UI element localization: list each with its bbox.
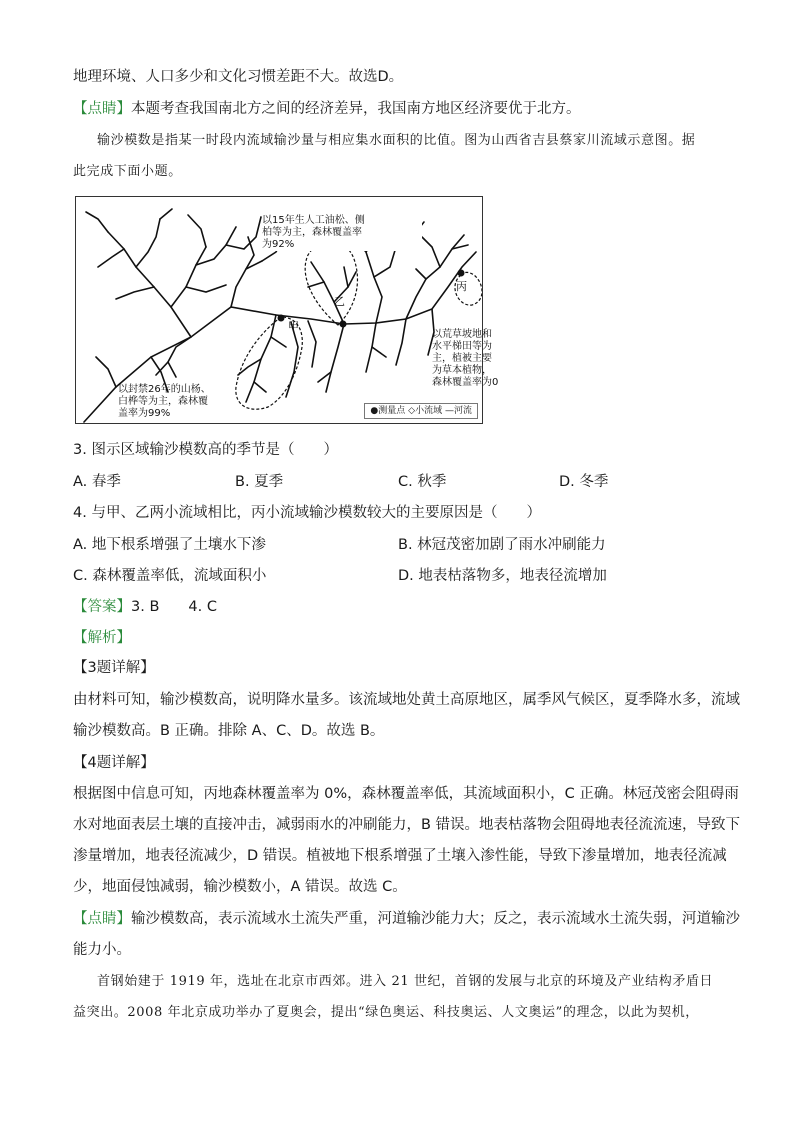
note-jia-line-2: 白桦等为主，森林覆: [118, 396, 208, 407]
note-jia-line-3: 盖率为99%: [118, 408, 171, 419]
q3-option-c: C. 秋季: [398, 474, 447, 490]
q3-option-a: A. 春季: [73, 474, 121, 490]
note-yi-line-1: 以15年生人工油松、侧: [262, 215, 365, 226]
q4-detail-tag: 【4题详解】: [73, 755, 155, 771]
note-bing-line-1: 以荒草坡地和: [432, 329, 492, 340]
q3-detail-tag: 【3题详解】: [73, 660, 155, 676]
analysis-tag: 【解析】: [73, 630, 131, 646]
label-yi: 乙: [334, 295, 345, 308]
q3-option-b: B. 夏季: [235, 474, 284, 490]
intro-line-1: 地理环境、人口多少和文化习惯差距不大。故选D。: [73, 69, 404, 85]
legend-station: 测量点: [378, 406, 406, 416]
label-bing: 丙: [456, 280, 467, 293]
note-yi-line-3: 为92%: [262, 239, 295, 250]
next-passage-line-1: 首钢始建于 1919 年，选址在北京市西郊。进入 21 世纪，首钢的发展与北京的环境及产业结构矛盾日: [97, 974, 714, 989]
q4-option-d: D. 地表枯落物多，地表径流增加: [398, 568, 607, 584]
answer-tag: 【答案】: [73, 599, 131, 615]
map-legend: [364, 403, 478, 419]
label-jia: 甲: [288, 320, 299, 333]
q4-detail-line-4: 少，地面侵蚀减弱，输沙模数小，A 错误。故选 C。: [73, 879, 407, 895]
legend-river: 河流: [453, 406, 472, 416]
q4-stem: 4. 与甲、乙两小流域相比，丙小流域输沙模数较大的主要原因是（ ）: [73, 505, 541, 521]
next-passage-line-2: 益突出。2008 年北京成功举办了夏奥会，提出“绿色奥运、科技奥运、人文奥运”的理念，以此为契机，: [73, 1005, 699, 1020]
small-basin-icon: ◇: [408, 406, 416, 416]
note-bing-line-2: 水平梯田等为: [432, 341, 492, 352]
q3-detail-line-1: 由材料可知，输沙模数高，说明降水量多。该流域地处黄土高原地区，属季风气候区，夏季降水多，流域: [73, 692, 740, 708]
note-jia-line-1: 以封禁26年的山杨、: [118, 384, 211, 395]
passage-line-2: 此完成下面小题。: [73, 164, 182, 179]
passage-line-1: 输沙模数是指某一时段内流域输沙量与相应集水面积的比值。图为山西省吉县蔡家川流域示意图。据: [97, 133, 696, 148]
q4-detail-line-2: 水对地面表层土壤的直接冲击，减弱雨水的冲刷能力，B 错误。地表枯落物会阻碍地表径流流速，导致下: [73, 817, 741, 833]
note-bing-line-3: 主，植被主要: [432, 353, 492, 364]
answer-line: [73, 597, 217, 617]
q4-detail-line-3: 渗量增加，地表径流减少，D 错误。植被地下根系增强了土壤入渗性能，导致下渗量增加，地表径流减: [73, 848, 727, 864]
tip-text: 本题考查我国南北方之间的经济差异，我国南方地区经济要优于北方。: [131, 101, 581, 117]
note-yi-line-2: 柏等为主，森林覆盖率: [262, 227, 362, 238]
note-jia-basin: [118, 384, 238, 420]
q3-stem: 3. 图示区域输沙模数高的季节是（ ）: [73, 442, 338, 458]
q4-detail-line-1: 根据图中信息可知，丙地森林覆盖率为 0%，森林覆盖率低，其流域面积小，C 正确。林冠茂密会阻碍雨: [73, 786, 739, 802]
answer-text: 3. B 4. C: [131, 599, 217, 615]
q4-option-a: A. 地下根系增强了土壤水下渗: [73, 537, 266, 553]
analysis-tip-text: 输沙模数高，表示流域水土流失严重，河道输沙能力大；反之，表示流域水土流失弱，河道输沙: [131, 911, 740, 927]
basin-map-figure: [75, 196, 499, 424]
analysis-tip-tag: 【点睛】: [73, 911, 131, 927]
note-yi-basin: [262, 215, 422, 251]
river-icon: —: [444, 406, 454, 416]
q4-option-c: C. 森林覆盖率低，流域面积小: [73, 568, 267, 584]
note-bing-line-5: 森林覆盖率为0: [432, 377, 499, 388]
note-bing-basin: [432, 329, 504, 389]
analysis-tip-line-1: [73, 909, 740, 929]
q3-option-d: D. 冬季: [559, 474, 609, 490]
note-bing-line-4: 为草本植物，: [432, 365, 492, 376]
legend-basin: 小流域: [415, 406, 443, 416]
tip-tag: 【点睛】: [73, 101, 131, 117]
q3-detail-line-2: 输沙模数高。B 正确。排除 A、C、D。故选 B。: [73, 723, 385, 739]
measure-point-icon: ●: [370, 406, 379, 416]
q4-option-b: B. 林冠茂密加剧了雨水冲刷能力: [398, 537, 606, 553]
intro-tip: [73, 99, 581, 119]
analysis-tip-line-2: 能力小。: [73, 942, 131, 958]
